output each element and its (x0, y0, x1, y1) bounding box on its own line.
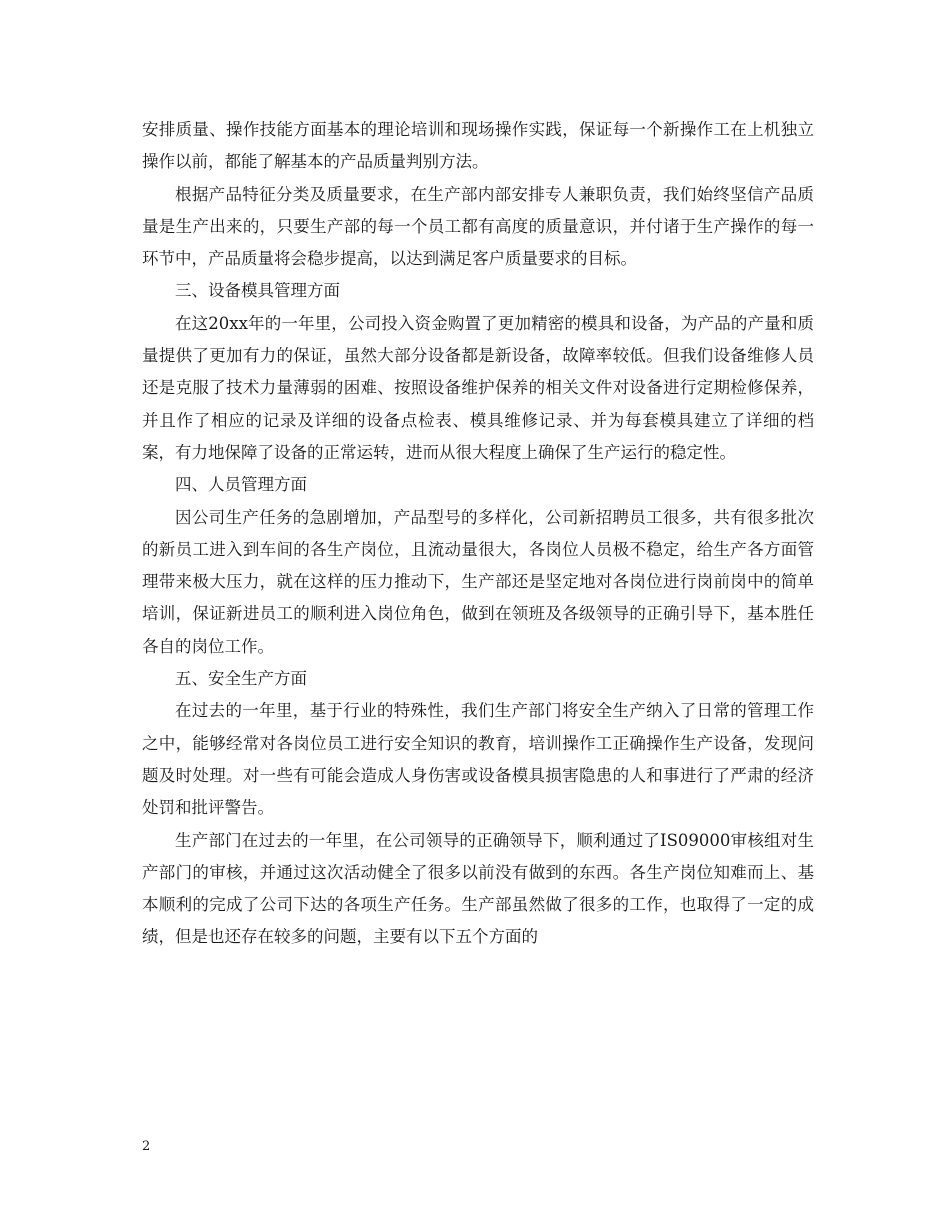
document-body (142, 114, 814, 954)
section-heading-equipment: 三、设备模具管理方面 (175, 281, 340, 301)
paragraph-summary: 生产部门在过去的一年里，在公司领导的正确领导下，顺利通过了IS09000审核组对生产部门的审核，并通过这次活动健全了很多以前没有做到的东西。各生产岗位知难而上、基本顺利的完成了公司下达的各项生产任务。生产部虽然做了很多的工作，也取得了一定的成绩，但是也还存在较多的问题，主要有以下五个方面的 (142, 830, 814, 947)
page-number: 2 (142, 1139, 151, 1154)
paragraph-1: 安排质量、操作技能方面基本的理论培训和现场操作实践，保证每一个新操作工在上机独立操作以前，都能了解基本的产品质量判别方法。 (142, 120, 814, 172)
paragraph-2: 根据产品特征分类及质量要求，在生产部内部安排专人兼职负责，我们始终坚信产品质量是生产出来的，只要生产部的每一个员工都有高度的质量意识，并付诸于生产操作的每一环节中，产品质量将会稳步提高，以达到满足客户质量要求的目标。 (142, 184, 814, 269)
paragraph-equipment: 在这20xx年的一年里，公司投入资金购置了更加精密的模具和设备，为产品的产量和质量提供了更加有力的保证，虽然大部分设备都是新设备，故障率较低。但我们设备维修人员还是克服了技术力量薄弱的困难、按照设备维护保养的相关文件对设备进行定期检修保养，并且作了相应的记录及详细的设备点检表、模具维修记录、并为每套模具建立了详细的档案，有力地保障了设备的正常运转，进而从很大程度上确保了生产运行的稳定性。 (142, 313, 814, 462)
section-heading-safety: 五、安全生产方面 (175, 669, 307, 689)
section-heading-personnel: 四、人员管理方面 (175, 475, 307, 495)
paragraph-safety: 在过去的一年里，基于行业的特殊性，我们生产部门将安全生产纳入了日常的管理工作之中，能够经常对各岗位员工进行安全知识的教育，培训操作工正确操作生产设备，发现问题及时处理。对一些有可能会造成人身伤害或设备模具损害隐患的人和事进行了严肃的经济处罚和批评警告。 (142, 701, 814, 818)
paragraph-personnel: 因公司生产任务的急剧增加，产品型号的多样化，公司新招聘员工很多，共有很多批次的新员工进入到车间的各生产岗位，且流动量很大，各岗位人员极不稳定，给生产各方面管理带来极大压力，就在这样的压力推动下，生产部还是坚定地对各岗位进行岗前岗中的简单培训，保证新进员工的顺利进入岗位角色，做到在领班及各级领导的正确引导下，基本胜任各自的岗位工作。 (142, 507, 814, 656)
